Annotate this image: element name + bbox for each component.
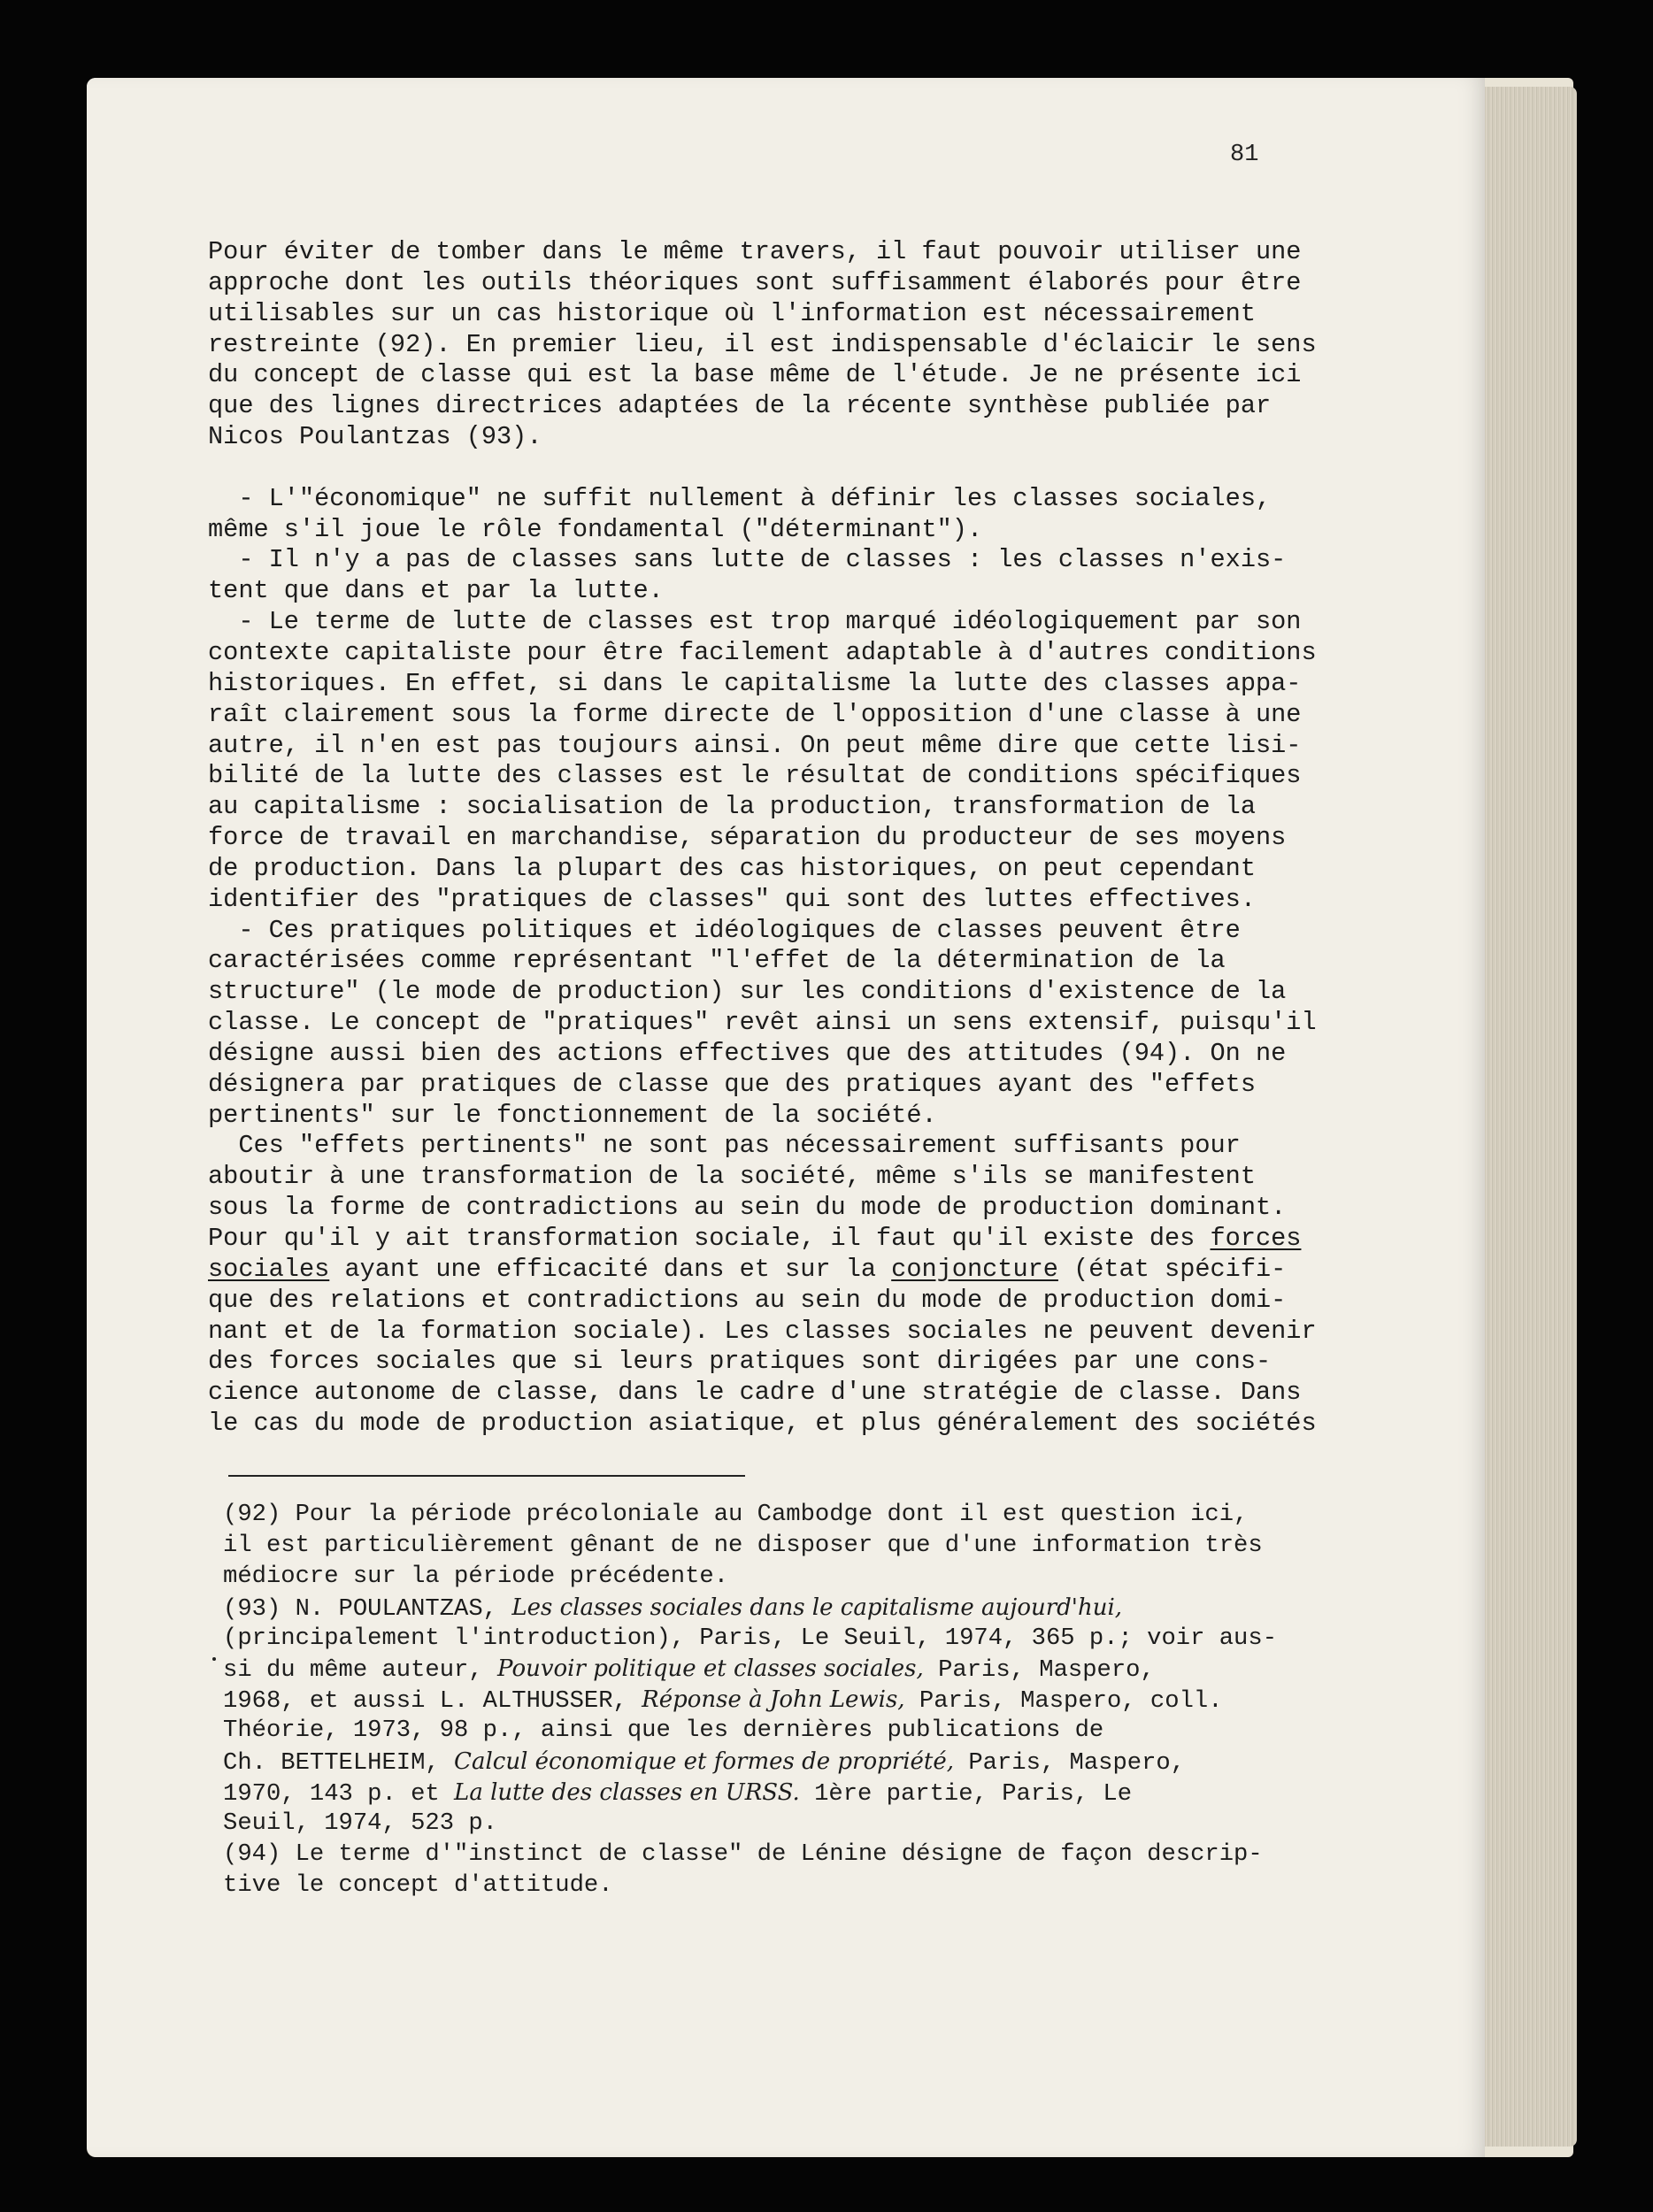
text-segment: il est particulièrement gênant de ne disposer que d'une information très [223, 1531, 1263, 1559]
text-segment: Théorie, 1973, 98 p., ainsi que les dernières publications de [223, 1717, 1104, 1745]
text-segment: pertinents" sur le fonctionnement de la société. [208, 1100, 937, 1130]
text-segment: force de travail en marchandise, séparation du producteur de ses moyens [208, 823, 1287, 853]
text-segment: que des relations et contradictions au sein du mode de production domi- [208, 1285, 1287, 1315]
book-title: Réponse à John Lewis, [642, 1686, 905, 1714]
text-segment: désignera par pratiques de classe que des pratiques ayant des "effets [208, 1069, 1256, 1099]
text-line [208, 422, 1319, 453]
text-line [208, 854, 1319, 885]
text-segment: autre, il n'en est pas toujours ainsi. On peut même dire que cette lisi- [208, 730, 1302, 760]
text-line [208, 484, 1319, 515]
text-segment: - Ces pratiques politiques et idéologiques de classes peuvent être [208, 915, 1241, 945]
paragraph-gap [208, 453, 1319, 484]
text-segment: même s'il joue le rôle fondamental ("déterminant"). [208, 514, 983, 544]
text-segment: - L'"économique" ne suffit nullement à définir les classes sociales, [208, 483, 1272, 513]
text-segment: aboutir à une transformation de la société, même s'ils se manifestent [208, 1162, 1256, 1192]
text-line [208, 1193, 1319, 1224]
text-line [208, 1409, 1319, 1440]
text-segment: Pour éviter de tomber dans le même travers, il faut pouvoir utiliser une [208, 237, 1302, 266]
footnote-line [223, 1839, 1320, 1870]
text-segment: raît clairement sous la forme directe de l'opposition d'une classe à une [208, 699, 1302, 729]
footnote-line [223, 1500, 1320, 1531]
text-line [208, 330, 1319, 361]
text-line [208, 1039, 1319, 1070]
underlined-term: forces [1210, 1224, 1302, 1253]
text-segment: tive le concept d'attitude. [223, 1870, 613, 1899]
text-line [208, 916, 1319, 947]
text-line [208, 700, 1319, 731]
text-segment: que des lignes directrices adaptées de la récente synthèse publiée par [208, 391, 1272, 421]
text-line [208, 885, 1319, 916]
underlined-term: sociales [208, 1254, 330, 1284]
text-line [208, 1131, 1319, 1162]
text-line [208, 761, 1319, 792]
footnote-line [223, 1624, 1320, 1655]
text-line [208, 515, 1319, 546]
text-segment: Paris, Maspero, [923, 1656, 1155, 1685]
text-line [208, 731, 1319, 762]
text-line [208, 1255, 1319, 1286]
footnote-line [223, 1531, 1320, 1562]
text-line [208, 1224, 1319, 1255]
footnote-line [223, 1809, 1320, 1839]
text-line [208, 299, 1319, 330]
text-segment: caractérisées comme représentant "l'effet de la détermination de la [208, 946, 1226, 976]
text-segment: sous la forme de contradictions au sein du mode de production dominant. [208, 1193, 1287, 1223]
text-segment: identifier des "pratiques de classes" qui sont des luttes effectives. [208, 884, 1256, 914]
text-segment: 1968, et aussi L. ALTHUSSER, [223, 1687, 642, 1716]
text-segment: cience autonome de classe, dans le cadre d'une stratégie de classe. Dans [208, 1378, 1302, 1408]
text-line [208, 1347, 1319, 1378]
footnotes [223, 1500, 1320, 1901]
text-segment: classe. Le concept de "pratiques" revêt ainsi un sens extensif, puisqu'il [208, 1008, 1317, 1038]
text-line [208, 607, 1319, 638]
text-segment: restreinte (92). En premier lieu, il est indispensable d'éclaicir le sens [208, 329, 1317, 359]
text-line [208, 360, 1319, 391]
text-line [208, 268, 1319, 299]
page-edges [1480, 87, 1577, 2147]
text-line [208, 1070, 1319, 1101]
text-line [208, 1378, 1319, 1409]
main-text [208, 237, 1319, 1440]
text-line [208, 237, 1319, 268]
text-segment: de production. Dans la plupart des cas historiques, on peut cependant [208, 853, 1256, 883]
book-title: La lutte des classes en URSS. [454, 1779, 800, 1807]
text-segment: ayant une efficacité dans et sur la [329, 1254, 892, 1284]
text-segment: au capitalisme : socialisation de la production, transformation de la [208, 792, 1256, 822]
footnote-line [223, 1716, 1320, 1747]
page-number: 81 [1230, 142, 1259, 168]
text-line [208, 1162, 1319, 1193]
text-line [208, 576, 1319, 607]
text-segment: structure" (le mode de production) sur les conditions d'existence de la [208, 977, 1287, 1007]
text-segment: Pour qu'il y ait transformation sociale, il faut qu'il existe des [208, 1224, 1211, 1253]
text-segment: historiques. En effet, si dans le capitalisme la lutte des classes appa- [208, 668, 1302, 698]
text-line [208, 391, 1319, 422]
text-segment: bilité de la lutte des classes est le résultat de conditions spécifiques [208, 761, 1302, 791]
book-title: Calcul économique et formes de propriété, [454, 1748, 955, 1776]
text-segment: nant et de la formation sociale). Les classes sociales ne peuvent devenir [208, 1316, 1317, 1346]
text-segment: Nicos Poulantzas (93). [208, 422, 542, 452]
text-segment: approche dont les outils théoriques sont suffisamment élaborés pour être [208, 267, 1302, 297]
text-segment: des forces sociales que si leurs pratiques sont dirigées par une cons- [208, 1347, 1272, 1377]
text-segment: utilisables sur un cas historique où l'information est nécessairement [208, 298, 1256, 328]
footnote-line [223, 1778, 1320, 1809]
book-title: Pouvoir politique et classes sociales, [497, 1655, 924, 1683]
text-line [208, 669, 1319, 700]
margin-mark [212, 1657, 216, 1661]
text-segment: Paris, Maspero, [954, 1749, 1186, 1778]
text-segment: désigne aussi bien des actions effectives que des attitudes (94). On ne [208, 1038, 1287, 1068]
text-segment: Paris, Maspero, coll. [904, 1687, 1223, 1716]
text-segment: Ch. BETTELHEIM, [223, 1749, 455, 1778]
footnote-line [223, 1685, 1320, 1716]
text-segment: 1970, 143 p. et [223, 1780, 455, 1809]
footnote-line [223, 1562, 1320, 1593]
text-line [208, 792, 1319, 823]
text-segment: - Il n'y a pas de classes sans lutte de classes : les classes n'exis- [208, 545, 1287, 575]
footnote-line [223, 1593, 1320, 1624]
text-segment: contexte capitaliste pour être facilement adaptable à d'autres conditions [208, 637, 1317, 667]
text-line [208, 1101, 1319, 1132]
text-segment: (92) Pour la période précoloniale au Cambodge dont il est question ici, [223, 1501, 1249, 1528]
text-line [208, 545, 1319, 576]
text-segment: le cas du mode de production asiatique, et plus généralement des sociétés [208, 1409, 1317, 1439]
text-segment: (état spécifi- [1057, 1254, 1287, 1284]
text-segment: Ces "effets pertinents" ne sont pas nécessairement suffisants pour [208, 1131, 1241, 1161]
text-segment: tent que dans et par la lutte. [208, 576, 664, 606]
text-line [208, 1317, 1319, 1348]
text-segment: (94) Le terme d'"instinct de classe" de Lénine désigne de façon descrip- [223, 1839, 1263, 1868]
footnote-line [223, 1747, 1320, 1778]
text-segment: médiocre sur la période précédente. [223, 1562, 729, 1590]
text-line [208, 1286, 1319, 1317]
text-segment: si du même auteur, [223, 1656, 497, 1685]
book-title: Les classes sociales dans le capitalisme aujourd'hui, [511, 1594, 1123, 1621]
text-line [208, 977, 1319, 1008]
text-line [208, 946, 1319, 977]
text-line [208, 1008, 1319, 1039]
text-segment: - Le terme de lutte de classes est trop marqué idéologiquement par son [208, 607, 1302, 637]
text-segment: du concept de classe qui est la base même de l'étude. Je ne présente ici [208, 360, 1302, 390]
text-line [208, 823, 1319, 854]
footnote-line [223, 1654, 1320, 1685]
text-segment: (principalement l'introduction), Paris, Le Seuil, 1974, 365 p.; voir aus- [223, 1624, 1278, 1652]
text-segment: 1ère partie, Paris, Le [799, 1780, 1133, 1809]
text-segment: Seuil, 1974, 523 p. [223, 1809, 497, 1837]
text-segment: (93) N. POULANTZAS, [223, 1594, 512, 1623]
underlined-term: conjoncture [891, 1254, 1058, 1284]
footnote-separator [228, 1475, 745, 1477]
footnote-line [223, 1870, 1320, 1901]
text-line [208, 638, 1319, 669]
